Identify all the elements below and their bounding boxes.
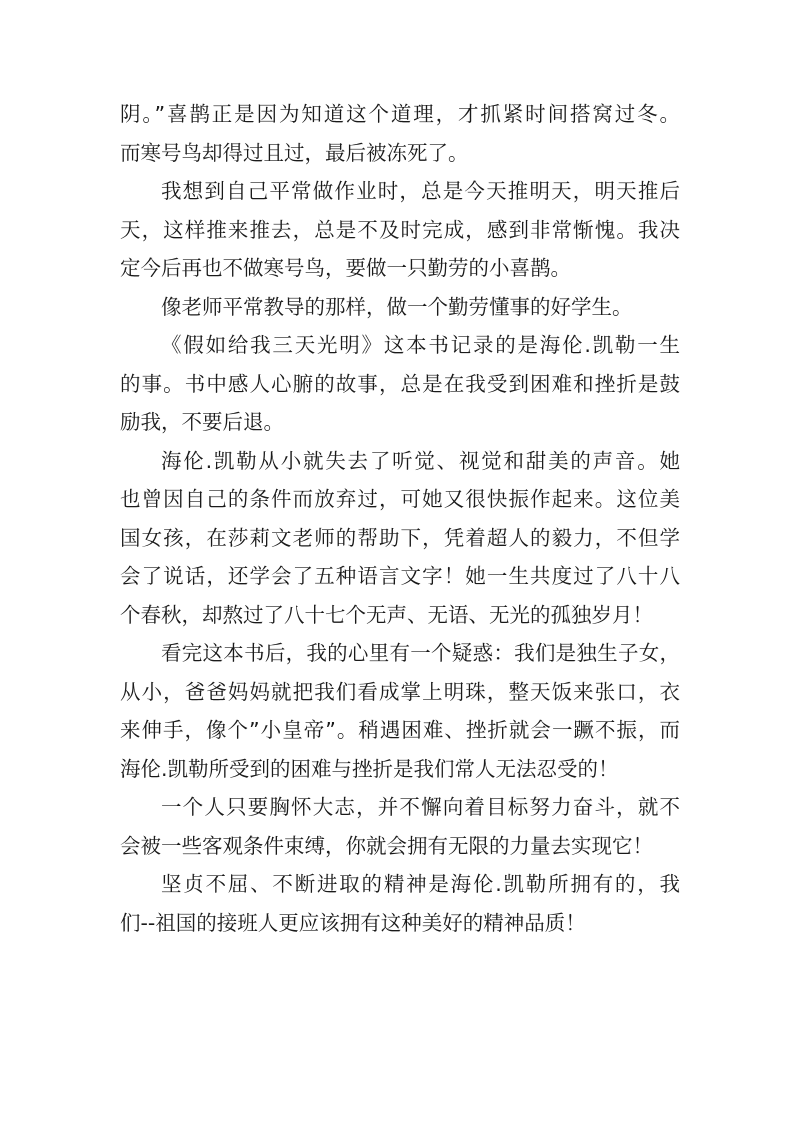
text-line-21: 坚贞不屈、不断进取的精神是海伦.凯勒所拥有的，我 <box>161 872 680 896</box>
text-line-19: 一个人只要胸怀大志，并不懈向着目标努力奋斗，就不 <box>161 795 680 819</box>
text-line-12: 国女孩，在莎莉文老师的帮助下，凭着超人的毅力，不但学 <box>120 525 680 550</box>
text-line-3: 我想到自己平常做作业时，总是今天推明天，明天推后 <box>161 179 680 203</box>
text-line-6: 像老师平常教导的那样，做一个勤劳懂事的好学生。 <box>161 294 633 319</box>
text-line-20: 会被一些客观条件束缚，你就会拥有无限的力量去实现它！ <box>120 833 653 858</box>
text-line-4: 天，这样推来推去，总是不及时完成，感到非常惭愧。我决 <box>120 217 680 242</box>
text-line-5: 定今后再也不做寒号鸟，要做一只勤劳的小喜鹊。 <box>120 256 571 280</box>
text-line-13: 会了说话，还学会了五种语言文字！她一生共度过了八十八 <box>120 564 680 588</box>
text-line-15: 看完这本书后，我的心里有一个疑惑：我们是独生子女， <box>161 641 680 665</box>
text-line-7: 《假如给我三天光明》这本书记录的是海伦.凯勒一生 <box>161 333 680 357</box>
text-line-17: 来伸手，像个”小皇帝”。稍遇困难、挫折就会一蹶不振，而 <box>120 718 680 742</box>
essay-body <box>120 95 680 942</box>
text-line-1: 阴。”喜鹊正是因为知道这个道理，才抓紧时间搭窝过冬。 <box>120 102 680 126</box>
text-line-10: 海伦.凯勒从小就失去了听觉、视觉和甜美的声音。她 <box>161 448 680 473</box>
text-line-16: 从小，爸爸妈妈就把我们看成掌上明珠，整天饭来张口，衣 <box>120 679 680 704</box>
text-line-9: 励我，不要后退。 <box>120 410 284 434</box>
text-line-14: 个春秋，却熬过了八十七个无声、无语、无光的孤独岁月！ <box>120 602 653 627</box>
text-line-18: 海伦.凯勒所受到的困难与挫折是我们常人无法忍受的！ <box>120 756 619 781</box>
text-line-8: 的事。书中感人心腑的故事，总是在我受到困难和挫折是鼓 <box>120 371 680 396</box>
text-line-2: 而寒号鸟却得过且过，最后被冻死了。 <box>120 140 469 165</box>
text-line-11: 也曾因自己的条件而放弃过，可她又很快振作起来。这位美 <box>120 487 680 511</box>
text-line-22: 们--祖国的接班人更应该拥有这种美好的精神品质！ <box>120 910 586 935</box>
